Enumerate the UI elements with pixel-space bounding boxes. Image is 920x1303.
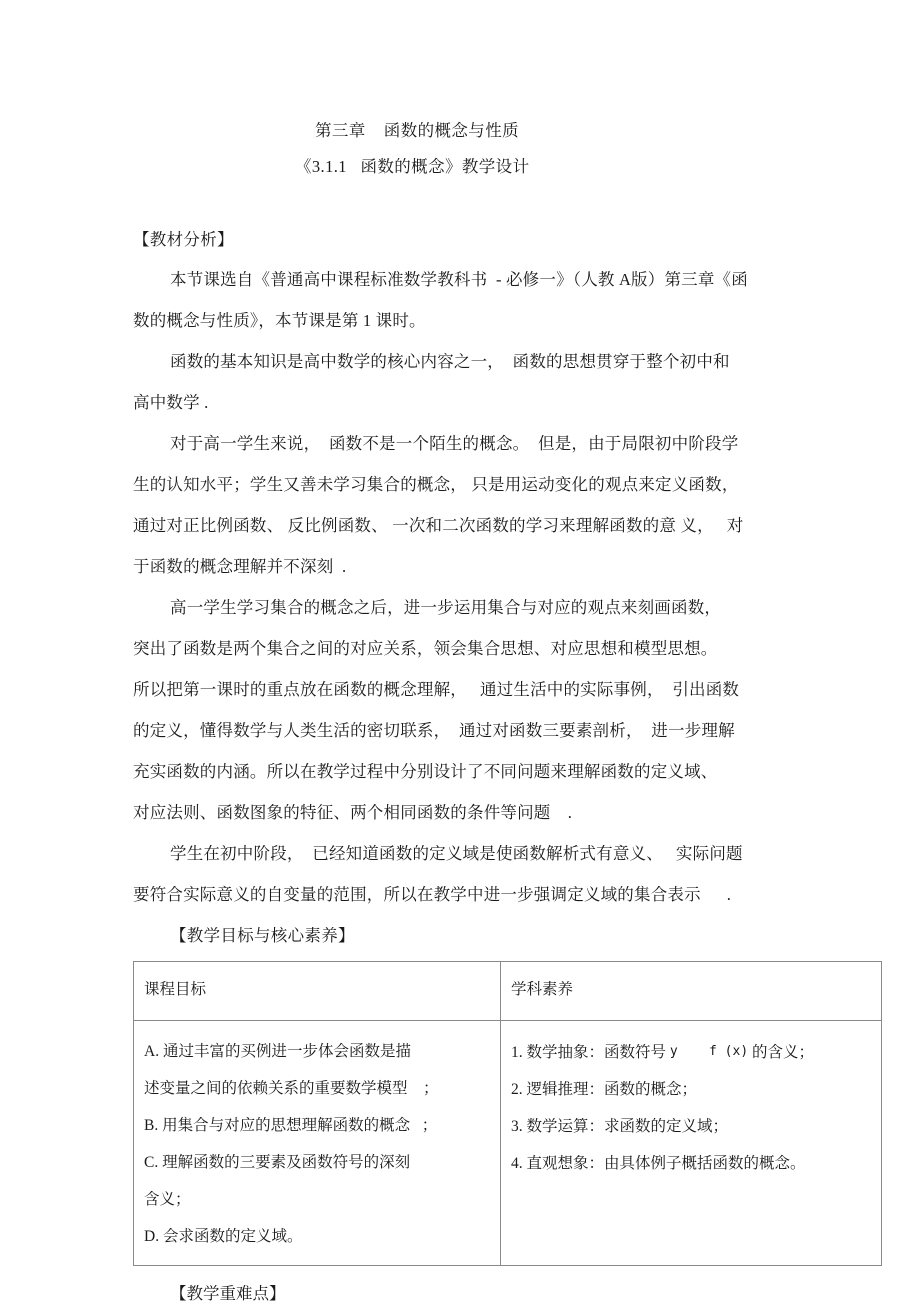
objectives-table-wrapper — [133, 961, 839, 1266]
objectives-table — [133, 961, 882, 1266]
goal-item-a: A. 通过丰富的买例进一步体会函数是描 — [144, 1043, 411, 1060]
table-cell-course-goals — [134, 1021, 501, 1266]
paragraph-2 — [133, 341, 839, 423]
document-title-block — [133, 0, 839, 185]
paragraph-line: 突出了函数是两个集合之间的对应关系，领会集合思想、对应思想和模型思想。 — [133, 639, 718, 658]
literacy-item-2: 2. 逻辑推理：函数的概念； — [511, 1081, 698, 1098]
paragraph-line: 高中数学 . — [133, 393, 209, 412]
paragraph-line: 生的认知水平；学生又善未学习集合的概念， 只是用运动变化的观点来定义函数， — [133, 475, 739, 494]
document-content — [133, 0, 839, 1303]
goal-item-c-cont: 含义； — [144, 1191, 191, 1208]
goal-item-b: B. 用集合与对应的思想理解函数的概念 ； — [144, 1117, 438, 1134]
paragraph-line: 充实函数的内涵。所以在教学过程中分别设计了不同问题来理解函数的定义域、 — [133, 762, 718, 781]
section-heading-textbook-analysis: 【教材分析】 — [133, 230, 234, 249]
table-header-row — [134, 962, 882, 1021]
paragraph-line: 的定义，懂得数学与人类生活的密切联系， 通过对函数三要素剖析， 进一步理解 — [133, 721, 735, 740]
paragraph-line: 对应法则、函数图象的特征、两个相同函数的条件等问题 . — [133, 803, 573, 822]
lesson-title: 《3.1.1 函数的概念》教学设计 — [295, 157, 530, 176]
paragraph-line: 高一学生学习集合的概念之后，进一步运用集合与对应的观点来刻画函数， — [170, 598, 722, 617]
literacy-item-3: 3. 数学运算：求函数的定义域； — [511, 1118, 729, 1135]
section-heading-key-difficulties: 【教学重难点】 — [170, 1284, 286, 1303]
paragraph-line: 要符合实际意义的自变量的范围，所以在教学中进一步强调定义域的集合表示 . — [133, 885, 732, 904]
literacy-item-4: 4. 直观想象：由具体例子概括函数的概念。 — [511, 1155, 806, 1172]
paragraph-4 — [133, 587, 839, 833]
table-body-row — [134, 1021, 882, 1266]
table-header-label: 学科素养 — [511, 981, 574, 998]
paragraph-line: 数的概念与性质》，本节课是第 1 课时。 — [133, 311, 426, 330]
function-notation-symbol: y f (x) — [669, 1044, 749, 1059]
table-cell-subject-literacy — [501, 1021, 882, 1266]
paragraph-5 — [133, 833, 839, 915]
paragraph-line: 通过对正比例函数、 反比例函数、 一次和二次函数的学习来理解函数的意 义， 对 — [133, 516, 744, 535]
paragraph-1 — [133, 259, 839, 341]
section-heading-objectives: 【教学目标与核心素养】 — [170, 926, 355, 945]
goal-item-c: C. 理解函数的三要素及函数符号的深刻 — [144, 1154, 411, 1171]
table-header-course-goals — [134, 962, 501, 1021]
goal-item-a-cont: 述变量之间的依赖关系的重要数学模型 ； — [144, 1080, 439, 1097]
paragraph-line: 所以把第一课时的重点放在函数的概念理解， 通过生活中的实际事例， 引出函数 — [133, 680, 740, 699]
literacy-item-1: 1. 数学抽象：函数符号 y f (x) 的含义； — [511, 1044, 815, 1061]
paragraph-line: 函数的基本知识是高中数学的核心内容之一， 函数的思想贯穿于整个初中和 — [170, 352, 730, 371]
paragraph-3 — [133, 423, 839, 587]
paragraph-line: 学生在初中阶段， 已经知道函数的定义域是使函数解析式有意义、 实际问题 — [170, 844, 743, 863]
table-header-subject-literacy — [501, 962, 882, 1021]
paragraph-line: 对于高一学生来说， 函数不是一个陌生的概念。 但是，由于局限初中阶段学 — [170, 434, 739, 453]
paragraph-line: 本节课选自《普通高中课程标准数学教科书 - 必修一》（人教 A版）第三章《函 — [170, 270, 748, 289]
goal-item-d: D. 会求函数的定义域。 — [144, 1228, 303, 1245]
chapter-title: 第三章 函数的概念与性质 — [315, 121, 519, 140]
paragraph-line: 于函数的概念理解并不深刻 . — [133, 557, 347, 576]
table-header-label: 课程目标 — [144, 981, 207, 998]
